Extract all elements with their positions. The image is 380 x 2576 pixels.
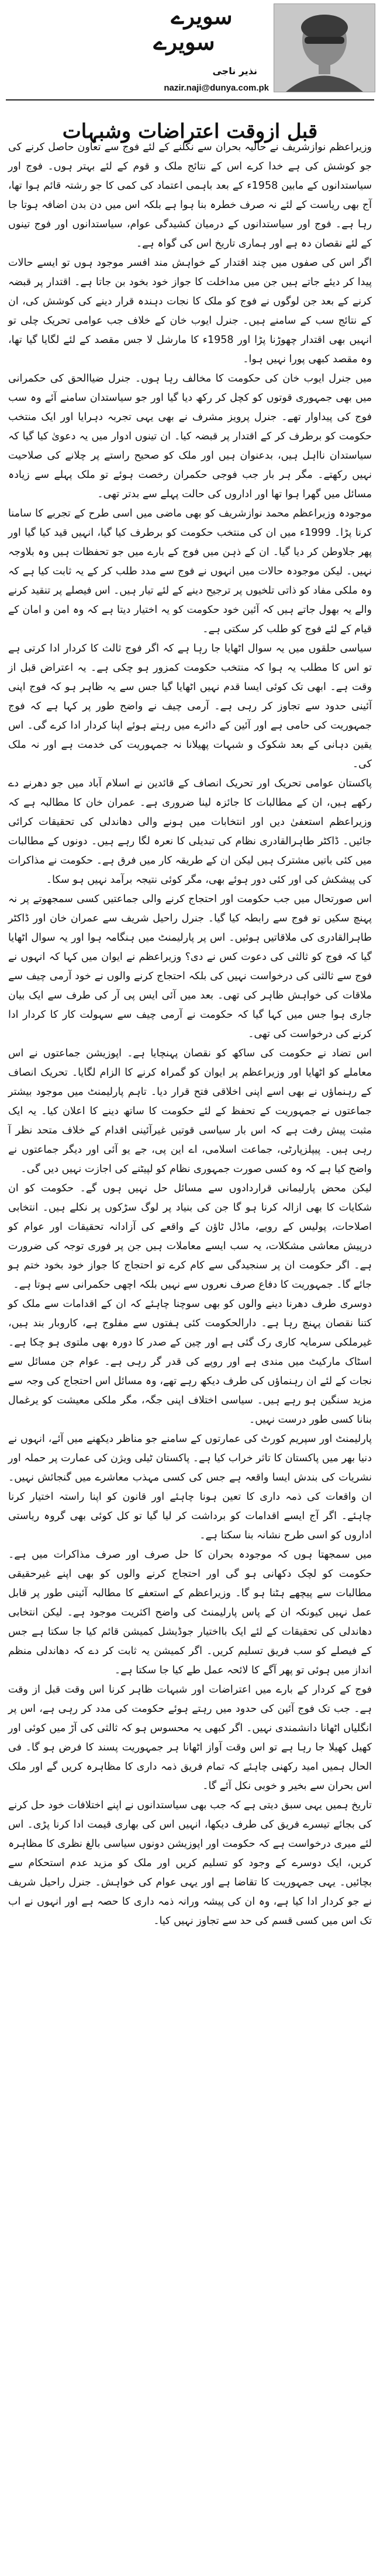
column-title-line2: سویرے — [153, 29, 215, 55]
author-email[interactable]: nazir.naji@dunya.com.pk — [164, 83, 269, 93]
article-paragraph: فوج کے کردار کے بارے میں اعتراضات اور شبہات ظاہر کرنا اس وقت قبل از وقت ہے۔ جب تک فوج آئین کی حدود میں رہتے ہوئے حکومت کی مدد کر رہی ہے، اس پر انگلیاں اٹھانا دانشمندی نہیں۔ اگر کبھی یہ محسوس ہو کہ ثالثی کی آڑ میں کوئی اور کھیل کھیلا جا رہا ہے تو اس وقت آواز اٹھانا ہر جمہوریت پسند کا فرض ہو گا۔ فی الحال ہمیں امید رکھنی چاہئے کہ تمام فریق ذمہ داری کا مظاہرہ کریں گے اور ملک اس بحران سے بخیر و خوبی نکل آئے گا۔ — [8, 1684, 372, 1792]
article-paragraph: پارلیمنٹ اور سپریم کورٹ کی عمارتوں کے سامنے جو مناظر دیکھنے میں آئے، انہوں نے دنیا بھر میں پاکستان کا تاثر خراب کیا ہے۔ پاکستان ٹیلی ویژن کی عمارت پر حملہ اور نشریات کی بندش ایسا واقعہ ہے جس کی کسی مہذب معاشرے میں گنجائش نہیں۔ ان واقعات کی ذمہ داری کا تعین ہونا چاہئے اور قانون کو اپنا راستہ اختیار کرنا چاہئے۔ اگر آج ایسے اقدامات کو برداشت کر لیا گیا تو کل کوئی بھی گروہ ریاستی اداروں کو اسی طرح نشانہ بنا سکتا ہے۔ — [8, 1433, 372, 1541]
column-title-line1: سویرے — [171, 3, 233, 29]
article-paragraph: تاریخ ہمیں یہی سبق دیتی ہے کہ جب بھی سیاستدانوں نے اپنے اختلافات خود حل کرنے کی بجائے تیسرے فریق کی طرف دیکھا، انہیں اس کی بھاری قیمت ادا کرنا پڑی۔ اس لئے میری درخواست ہے کہ حکومت اور اپوزیشن دونوں سیاسی بالغ نظری کا مظاہرہ کریں، ایک دوسرے کے وجود کو تسلیم کریں اور ملک کو مزید عدم استحکام سے بچائیں۔ یہی جمہوریت کا تقاضا ہے اور یہی عوام کی خواہش۔ جنرل راحیل شریف نے جو کردار ادا کیا ہے، وہ ان کی پیشہ ورانہ ذمہ داری کا حصہ ہے اور انہوں نے اب تک اس میں کسی قسم کی حد سے تجاوز نہیں کیا۔ — [8, 1800, 372, 1927]
article-paragraph: میں جنرل ایوب خان کی حکومت کا مخالف رہا ہوں۔ جنرل ضیاالحق کی حکمرانی میں بھی جمہوری قوتوں کو کچل کر رکھ دیا گیا اور جو سیاستدان سامنے آئے وہ سب فوج کی پیداوار تھے۔ جنرل پرویز مشرف نے بھی یہی تجربہ دہرایا اور ایک منتخب حکومت کو برطرف کر کے اقتدار پر قبضہ کیا۔ ان تینوں ادوار میں یہ دعویٰ کیا گیا کہ سیاستدان نااہل ہیں، بدعنوان ہیں اور ملک کو صحیح راستے پر چلانے کی صلاحیت نہیں رکھتے۔ مگر ہر بار جب فوجی حکمران رخصت ہوئے تو ملک پہلے سے زیادہ مسائل میں گھرا ہوا تھا اور اداروں کی حالت پہلے سے بدتر تھی۔ — [8, 373, 372, 500]
header-divider — [6, 99, 374, 100]
article-body — [8, 138, 372, 1931]
article-paragraph: میں سمجھتا ہوں کہ موجودہ بحران کا حل صرف اور صرف مذاکرات میں ہے۔ حکومت کو لچک دکھانی ہو گی اور احتجاج کرنے والوں کو بھی اپنے غیرحقیقی مطالبات سے پیچھے ہٹنا ہو گا۔ وزیراعظم کے استعفے کا مطالبہ آئینی طور پر قابل عمل نہیں کیونکہ ان کے پاس پارلیمنٹ کی واضح اکثریت موجود ہے۔ لیکن انتخابی دھاندلی کی تحقیقات کے لئے ایک بااختیار جوڈیشل کمیشن قائم کیا جا سکتا ہے جس کے فیصلے کو سب فریق تسلیم کریں۔ اگر کمیشن یہ ثابت کر دے کہ دھاندلی منظم انداز میں ہوئی تو پھر آگے کا لائحہ عمل طے کیا جا سکتا ہے۔ — [8, 1549, 372, 1676]
article-paragraph: اس تضاد نے حکومت کی ساکھ کو نقصان پہنچایا ہے۔ اپوزیشن جماعتوں نے اس معاملے کو اٹھایا اور وزیراعظم پر ایوان کو گمراہ کرنے کا الزام لگایا۔ تحریک انصاف کے رہنماؤں نے بھی اسے اپنی اخلاقی فتح قرار دیا۔ تاہم پارلیمنٹ میں موجود بیشتر جماعتوں نے جمہوریت کے تحفظ کے لئے حکومت کا ساتھ دینے کا اعلان کیا۔ یہ ایک مثبت پیش رفت ہے کہ اس بار سیاسی قوتیں غیرآئینی اقدام کے خلاف متحد نظر آ رہی ہیں۔ پیپلزپارٹی، جماعت اسلامی، اے این پی، جے یو آئی اور دیگر جماعتوں نے واضح کیا ہے کہ وہ کسی صورت جمہوری نظام کو لپیٹنے کی اجازت نہیں دیں گی۔ — [8, 1048, 372, 1175]
article-paragraph: پاکستان عوامی تحریک اور تحریک انصاف کے قائدین نے اسلام آباد میں جو دھرنے دے رکھے ہیں، ان کے مطالبات کا جائزہ لینا ضروری ہے۔ عمران خان کا مطالبہ ہے کہ وزیراعظم استعفیٰ دیں اور انتخابات میں ہونے والی دھاندلی کی تحقیقات کرائی جائیں۔ ڈاکٹر طاہرالقادری نظام کی تبدیلی کا نعرہ لگا رہے ہیں۔ دونوں کے مطالبات میں کئی باتیں مشترک ہیں لیکن ان کے طریقہ کار میں فرق ہے۔ حکومت نے مذاکرات کی پیشکش کی اور کئی دور ہوئے بھی، مگر کوئی نتیجہ برآمد نہیں ہو سکا۔ — [8, 778, 372, 886]
author-photo — [274, 4, 375, 92]
article-paragraph: وزیراعظم نوازشریف نے حالیہ بحران سے نکلنے کے لئے فوج سے تعاون حاصل کرنے کی جو کوشش کی ہے خدا کرے اس کے نتائج ملک و قوم کے لئے بہتر ہوں۔ فوج اور سیاستدانوں کے مابین 1958ء کے بعد باہمی اعتماد کی کمی کا جو رشتہ قائم ہوا تھا، آج بھی ریاست کے لئے نہ صرف خطرہ بنا ہوا ہے بلکہ اس میں دن بدن اضافہ ہوتا جا رہا ہے۔ فوج اور سیاستدانوں کے درمیان کشیدگی عوام، سیاستدانوں اور فوج تینوں کے لئے نقصان دہ ہے اور ہماری تاریخ اس کی گواہ ہے۔ — [8, 141, 372, 249]
column-header — [0, 0, 380, 120]
article-paragraph: اس صورتحال میں جب حکومت اور احتجاج کرنے والی جماعتیں کسی سمجھوتے پر نہ پہنچ سکیں تو فوج سے رابطہ کیا گیا۔ جنرل راحیل شریف سے عمران خان اور ڈاکٹر طاہرالقادری کی ملاقاتیں ہوئیں۔ اس پر پارلیمنٹ میں ہنگامہ ہوا اور یہ سوال اٹھایا گیا کہ فوج کو ثالثی کی دعوت کس نے دی؟ وزیراعظم نے ایوان میں کہا کہ انہوں نے فوج سے ثالثی کی درخواست نہیں کی بلکہ احتجاج کرنے والوں نے خود آرمی چیف سے ملاقات کی خواہش ظاہر کی تھی۔ بعد میں آئی ایس پی آر کی طرف سے ایک بیان جاری ہوا جس میں کہا گیا کہ حکومت نے آرمی چیف سے سہولت کار کا کردار ادا کرنے کی درخواست کی تھی۔ — [8, 893, 372, 1040]
article-paragraph: دوسری طرف دھرنا دینے والوں کو بھی سوچنا چاہئے کہ ان کے اقدامات سے ملک کو کتنا نقصان پہنچ رہا ہے۔ دارالحکومت کئی ہفتوں سے مفلوج ہے، کاروبار بند ہیں، غیرملکی سرمایہ کاری رک گئی ہے اور چین کے صدر کا دورہ بھی ملتوی ہو چکا ہے۔ اسٹاک مارکیٹ میں مندی ہے اور روپے کی قدر گر رہی ہے۔ عوام جن مسائل سے نجات کے لئے ان رہنماؤں کی طرف دیکھ رہے تھے، وہ مسائل اس احتجاج کی وجہ سے مزید سنگین ہو رہے ہیں۔ سیاسی اختلاف اپنی جگہ، مگر ملکی معیشت کو یرغمال بنانا کسی طور درست نہیں۔ — [8, 1298, 372, 1426]
author-portrait-image — [274, 4, 375, 92]
article-paragraph: سیاسی حلقوں میں یہ سوال اٹھایا جا رہا ہے کہ اگر فوج ثالث کا کردار ادا کرتی ہے تو اس کا مطلب یہ ہوا کہ منتخب حکومت کمزور ہو چکی ہے۔ یہ اعتراض قبل از وقت ہے۔ ابھی تک کوئی ایسا قدم نہیں اٹھایا گیا جس سے یہ ظاہر ہو کہ فوج اپنی آئینی حدود سے تجاوز کر رہی ہے۔ آرمی چیف نے واضح طور پر کہا ہے کہ فوج جمہوریت کی حامی ہے اور آئین کے دائرے میں رہتے ہوئے اپنا کردار ادا کرے گی۔ اس یقین دہانی کے بعد شکوک و شبہات پھیلانا نہ جمہوریت کی خدمت ہے اور نہ ملک کی۔ — [8, 643, 372, 770]
column-title — [137, 4, 266, 55]
article-headline: قبل ازوقت اعتراضات وشبہات — [62, 119, 318, 143]
article-paragraph: موجودہ وزیراعظم محمد نوازشریف کو بھی ماضی میں اسی طرح کے تجربے کا سامنا کرنا پڑا۔ 1999ء میں ان کی منتخب حکومت کو برطرف کیا گیا، انہیں قید کیا گیا اور پھر جلاوطن کر دیا گیا۔ ان کے ذہن میں فوج کے بارے میں جو تحفظات ہیں وہ بلاوجہ نہیں۔ لیکن موجودہ حالات میں انہوں نے فوج سے مدد طلب کر کے یہ ثابت کیا ہے کہ وہ ملکی مفاد کو ذاتی تلخیوں پر ترجیح دینے کے لئے تیار ہیں۔ اس فیصلے پر تنقید کرنے والے یہ بھول جاتے ہیں کہ آئین خود حکومت کو یہ اختیار دیتا ہے کہ وہ امن و امان کے قیام کے لئے فوج کو طلب کر سکتی ہے۔ — [8, 508, 372, 635]
article-paragraph: اگر اس کی صفوں میں چند اقتدار کے خواہش مند افسر موجود ہوں تو ایسے حالات پیدا کر دیئے جاتے ہیں جن میں مداخلت کا جواز خود بخود بن جاتا ہے۔ اقتدار پر قبضہ کرنے کے بعد جن لوگوں نے فوج کو ملک کا نجات دہندہ قرار دینے کی کوشش کی، ان کے نتائج سب کے سامنے ہیں۔ جنرل ایوب خان کے خلاف جب عوامی تحریک چلی تو انہیں بھی اقتدار چھوڑنا پڑا اور 1958ء کا مارشل لا جس مقصد کے لئے لگایا گیا تھا، وہ مقصد کبھی پورا نہیں ہوا۔ — [8, 257, 372, 365]
author-name: نذیر ناجی — [212, 65, 257, 77]
article-paragraph: لیکن محض پارلیمانی قراردادوں سے مسائل حل نہیں ہوں گے۔ حکومت کو ان شکایات کا بھی ازالہ کرنا ہو گا جن کی بنیاد پر لوگ سڑکوں پر نکلے ہیں۔ انتخابی اصلاحات، پولیس کے رویے، ماڈل ٹاؤن کے واقعے کی آزادانہ تحقیقات اور عوام کو درپیش معاشی مشکلات، یہ سب ایسے معاملات ہیں جن پر فوری توجہ کی ضرورت ہے۔ اگر حکومت ان پر سنجیدگی سے کام کرے تو احتجاج کا جواز خود بخود ختم ہو جائے گا۔ جمہوریت کا دفاع صرف نعروں سے نہیں بلکہ اچھی حکمرانی سے ہوتا ہے۔ — [8, 1183, 372, 1291]
